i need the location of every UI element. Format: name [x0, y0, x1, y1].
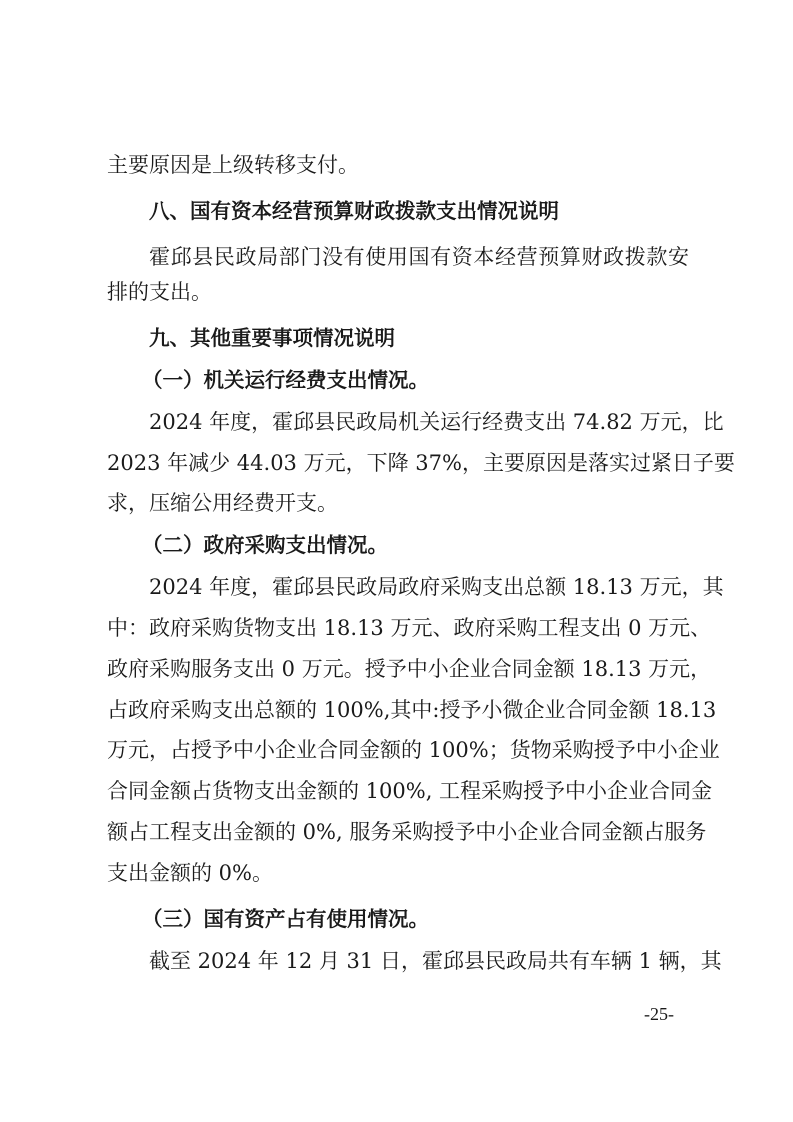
body-text-line: 2024 年度，霍邱县民政局政府采购支出总额 18.13 万元，其	[149, 575, 724, 599]
subsection-heading: （三）国有资产占有使用情况。	[142, 907, 429, 931]
body-text-line: 霍邱县民政局部门没有使用国有资本经营预算财政拨款安	[149, 245, 689, 269]
body-text-line: 2023 年减少 44.03 万元，下降 37%，主要原因是落实过紧日子要	[107, 451, 735, 475]
body-text-line: 主要原因是上级转移支付。	[107, 153, 359, 177]
section-heading: 八、国有资本经营预算财政拨款支出情况说明	[149, 199, 559, 223]
section-heading: 九、其他重要事项情况说明	[149, 326, 395, 350]
body-text-line: 截至 2024 年 12 月 31 日，霍邱县民政局共有车辆 1 辆，其	[149, 949, 722, 973]
body-text-line: 支出金额的 0%。	[107, 861, 273, 885]
body-text-line: 政府采购服务支出 0 万元。授予中小企业合同金额 18.13 万元，	[107, 657, 712, 681]
page-number: -25-	[644, 1004, 674, 1024]
subsection-heading: （一）机关运行经费支出情况。	[142, 368, 429, 392]
body-text-line: 2024 年度，霍邱县民政局机关运行经费支出 74.82 万元，比	[149, 410, 724, 434]
body-text-line: 排的支出。	[107, 280, 212, 304]
body-text-line: 额占工程支出金额的 0%, 服务采购授予中小企业合同金额占服务	[107, 820, 707, 844]
body-text-line: 占政府采购支出总额的 100%,其中:授予小微企业合同金额 18.13	[107, 698, 717, 722]
body-text-line: 万元，占授予中小企业合同金额的 100%；货物采购授予中小企业	[107, 738, 720, 762]
body-text-line: 合同金额占货物支出金额的 100%, 工程采购授予中小企业合同金	[107, 779, 713, 803]
body-text-line: 中：政府采购货物支出 18.13 万元、政府采购工程支出 0 万元、	[107, 616, 712, 640]
subsection-heading: （二）政府采购支出情况。	[142, 533, 388, 557]
body-text-line: 求，压缩公用经费开支。	[107, 491, 338, 515]
